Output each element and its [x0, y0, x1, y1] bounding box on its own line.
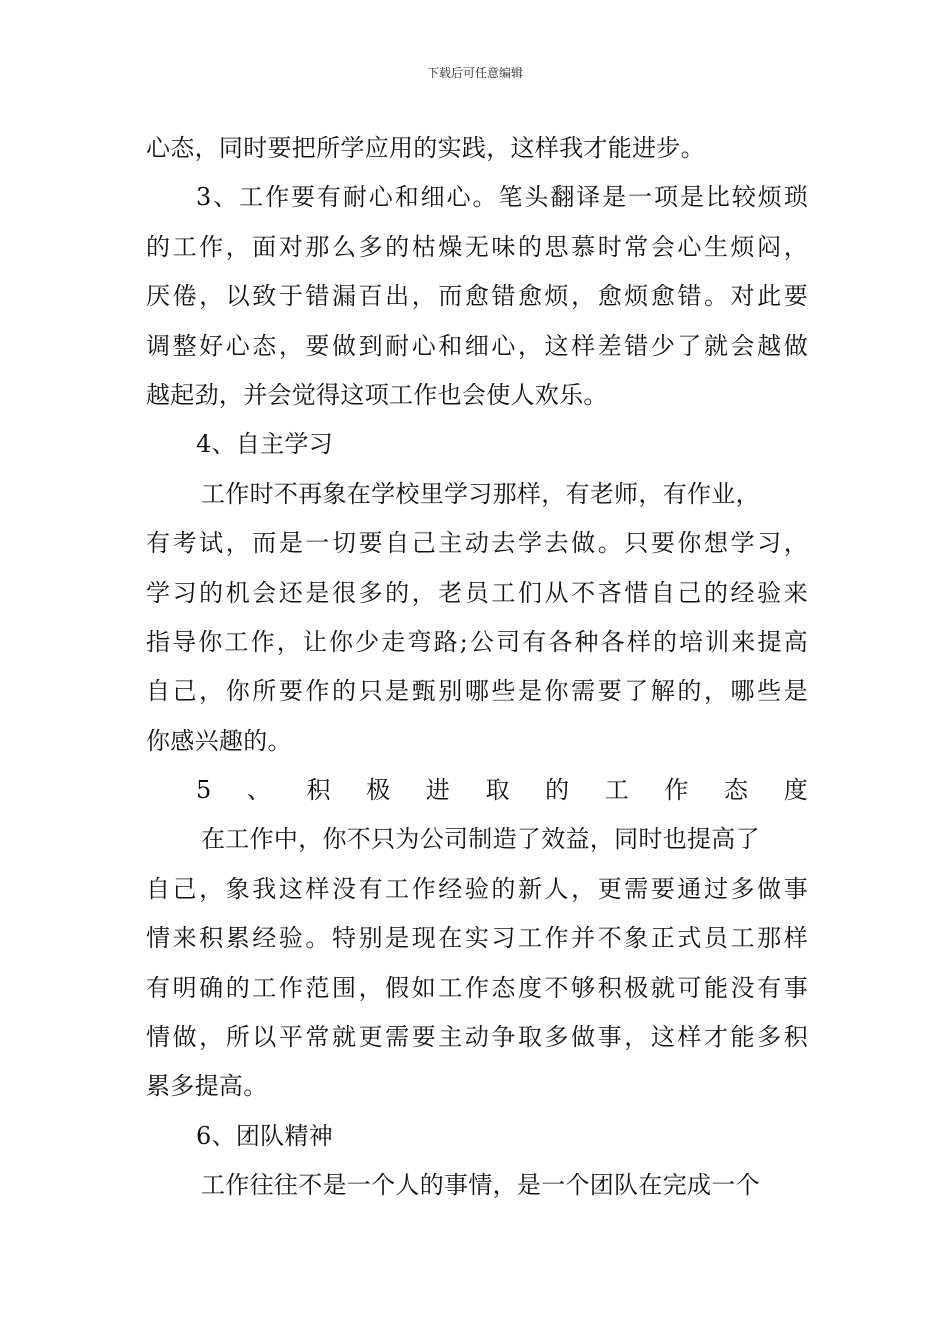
- text-line: 学习的机会还是很多的，老员工们从不吝惜自己的经验来: [146, 578, 808, 607]
- text-line: 心态，同时要把所学应用的实践，这样我才能进步。: [146, 134, 705, 162]
- text-line: 越起劲，并会觉得这项工作也会使人欢乐。: [146, 380, 608, 409]
- header-note: 下载后可任意编辑: [426, 66, 523, 80]
- text-line: 的工作，面对那么多的枯燥无味的思慕时常会心生烦闷，: [146, 232, 808, 261]
- section-heading: 6、团队精神: [196, 1121, 334, 1150]
- text-line: 3、工作要有耐心和细心。笔头翻译是一项是比较烦琐: [196, 183, 808, 212]
- text-line: 有明确的工作范围，假如工作态度不够积极就可能没有事: [146, 973, 808, 1002]
- text-line: 你感兴趣的。: [146, 726, 292, 755]
- text-line: 累多提高。: [146, 1072, 268, 1101]
- text-line: 自己，象我这样没有工作经验的新人，更需要通过多做事: [146, 874, 808, 903]
- text-line: 厌倦，以致于错漏百出，而愈错愈烦，愈烦愈错。对此要: [146, 282, 808, 311]
- text-line: 调整好心态，要做到耐心和细心，这样差错少了就会越做: [146, 331, 808, 360]
- text-line: 工作往往不是一个人的事情，是一个团队在完成一个: [201, 1171, 760, 1200]
- text-line: 工作时不再象在学校里学习那样，有老师，有作业，: [201, 479, 760, 508]
- text-line: 情来积累经验。特别是现在实习工作并不象正式员工那样: [146, 924, 808, 953]
- text-line: 有考试，而是一切要自己主动去学去做。只要你想学习，: [146, 529, 808, 558]
- text-line: 指导你工作，让你少走弯路;公司有各种各样的培训来提高: [146, 627, 808, 656]
- section-heading: 5、积极进取的工作态度: [196, 776, 808, 805]
- text-line: 在工作中，你不只为公司制造了效益，同时也提高了: [201, 825, 760, 854]
- text-line: 自己，你所要作的只是甄别哪些是你需要了解的，哪些是: [146, 677, 808, 706]
- text-line: 情做，所以平常就更需要主动争取多做事，这样才能多积: [146, 1023, 808, 1052]
- section-heading: 4、自主学习: [196, 430, 334, 459]
- body-text: [146, 124, 808, 1211]
